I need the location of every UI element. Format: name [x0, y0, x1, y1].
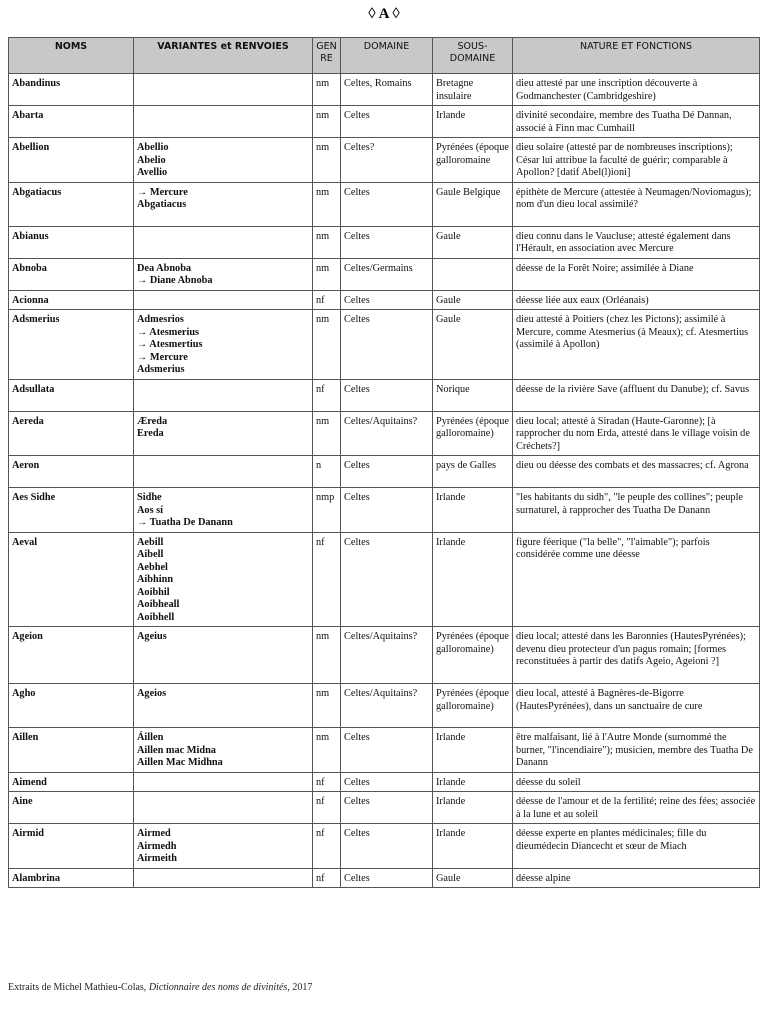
dictionary-table	[8, 37, 760, 888]
entry-sous-domaine: Irlande	[433, 488, 513, 533]
entry-genre: nm	[313, 226, 341, 258]
table-row	[9, 290, 760, 310]
entry-name: Aine	[9, 792, 134, 824]
variant-item: Aos sí	[137, 504, 164, 516]
entry-name: Abarta	[9, 106, 134, 138]
entry-domaine: Celtes	[341, 868, 433, 888]
table-row	[9, 379, 760, 411]
entry-name: Agho	[9, 684, 134, 728]
variant-item: Adsmerius	[137, 364, 185, 375]
variant-item: Aoibhil	[137, 586, 170, 598]
entry-genre: nmp	[313, 488, 341, 533]
entry-genre: nf	[313, 792, 341, 824]
entry-genre: n	[313, 456, 341, 488]
entry-domaine: Celtes/Germains	[341, 258, 433, 290]
variant-item: → Diane Abnoba	[137, 275, 213, 286]
col-header-noms: NOMS	[9, 38, 134, 74]
variant-item: Aibhinn	[137, 574, 174, 585]
variant-item: Abgatiacus	[137, 199, 187, 210]
entry-domaine: Celtes	[341, 106, 433, 138]
letter-heading: ◊ A ◊	[368, 6, 400, 22]
entry-nature: épithète de Mercure (attestée à Neumagen/Noviomagus); nom d'un dieu local assimilé?	[513, 182, 760, 226]
variant-item: → Mercure	[137, 351, 188, 363]
entry-name: Aes Sidhe	[9, 488, 134, 533]
entry-domaine: Celtes	[341, 290, 433, 310]
table-row	[9, 310, 760, 380]
variant-item: Æreda	[137, 415, 168, 427]
entry-sous-domaine: Irlande	[433, 792, 513, 824]
entry-sous-domaine: Pyrénées (époque galloromaine)	[433, 411, 513, 456]
entry-variants	[134, 106, 313, 138]
entry-nature: déesse experte en plantes médicinales; fille du dieumédecin Diancecht et sœur de Miach	[513, 824, 760, 869]
entry-sous-domaine: Irlande	[433, 824, 513, 869]
entry-genre: nm	[313, 182, 341, 226]
entry-variants	[134, 379, 313, 411]
entry-name: Aeval	[9, 532, 134, 627]
entry-sous-domaine: Gaule	[433, 868, 513, 888]
entry-name: Abnoba	[9, 258, 134, 290]
entry-nature: déesse liée aux eaux (Orléanais)	[513, 290, 760, 310]
variant-item: Abellio	[137, 142, 169, 153]
entry-sous-domaine: Bretagne insulaire	[433, 74, 513, 106]
entry-name: Abellion	[9, 138, 134, 183]
table-row	[9, 532, 760, 627]
table-header-row	[9, 38, 760, 74]
entry-genre: nf	[313, 772, 341, 792]
entry-nature: dieu attesté à Poitiers (chez les Pictons); assimilé à Mercure, comme Atesmerius (à Meaux); cf. Atesmertius (assimilé à Apollon)	[513, 310, 760, 380]
entry-nature: être malfaisant, lié à l'Autre Monde (surnommé the burner, "l'incendiaire"); musicien, membre des Tuatha De Danann	[513, 728, 760, 773]
variant-item: Aibell	[137, 549, 164, 560]
entry-sous-domaine: Irlande	[433, 728, 513, 773]
entry-name: Aereda	[9, 411, 134, 456]
entry-genre: nm	[313, 411, 341, 456]
entry-nature: divinité secondaire, membre des Tuatha Dé Dannan, associé à Finn mac Cumhaill	[513, 106, 760, 138]
table-row	[9, 684, 760, 728]
entry-genre: nm	[313, 728, 341, 773]
variant-item: Sidhe	[137, 492, 162, 503]
variant-item: → Atesmerius	[137, 326, 200, 338]
entry-domaine: Celtes	[341, 532, 433, 627]
table-row	[9, 488, 760, 533]
entry-domaine: Celtes	[341, 772, 433, 792]
entry-nature: figure féerique ("la belle", "l'aimable"); parfois considérée comme une déesse	[513, 532, 760, 627]
entry-domaine: Celtes	[341, 226, 433, 258]
variant-item: Ageios	[137, 688, 167, 699]
entry-name: Abandinus	[9, 74, 134, 106]
entry-name: Adsmerius	[9, 310, 134, 380]
variant-item: Ereda	[137, 428, 164, 439]
entry-sous-domaine: Gaule	[433, 310, 513, 380]
entry-domaine: Celtes	[341, 182, 433, 226]
entry-variants	[134, 138, 313, 183]
footer-title: Dictionnaire des noms de divinités	[148, 982, 288, 993]
entry-nature: dieu local, attesté à Bagnères-de-Bigorre (HautesPyrénées), dans un sanctuaire de cure	[513, 684, 760, 728]
entry-genre: nf	[313, 824, 341, 869]
table-row	[9, 627, 760, 684]
entry-variants	[134, 532, 313, 627]
entry-genre: nm	[313, 138, 341, 183]
variant-item: → Tuatha De Danann	[137, 517, 233, 528]
variant-item: Aoibhell	[137, 611, 175, 623]
entry-sous-domaine: Pyrénées (époque galloromaine)	[433, 627, 513, 684]
entry-nature: déesse de la Forêt Noire; assimilée à Diane	[513, 258, 760, 290]
entry-sous-domaine: Irlande	[433, 106, 513, 138]
entry-genre: nm	[313, 684, 341, 728]
col-header-genre: GENRE	[313, 38, 341, 74]
variant-item: Admesrios	[137, 314, 184, 325]
variant-item: Áillen	[137, 732, 164, 743]
entry-domaine: Celtes	[341, 728, 433, 773]
entry-nature: déesse alpine	[513, 868, 760, 888]
col-header-nature: NATURE ET FONCTIONS	[513, 38, 760, 74]
entry-name: Aillen	[9, 728, 134, 773]
entry-variants	[134, 456, 313, 488]
variant-item: Aillen Mac Midhna	[137, 757, 223, 768]
entry-nature: dieu attesté par une inscription découverte à Godmanchester (Cambridgeshire)	[513, 74, 760, 106]
col-header-variantes: VARIANTES et RENVOIES	[134, 38, 313, 74]
entry-sous-domaine: pays de Galles	[433, 456, 513, 488]
entry-variants	[134, 310, 313, 380]
table-row	[9, 824, 760, 869]
entry-nature: "les habitants du sidh", "le peuple des collines"; peuple surnaturel, à rapprocher des Tuatha De Danann	[513, 488, 760, 533]
table-body	[9, 74, 760, 888]
entry-domaine: Celtes?	[341, 138, 433, 183]
entry-variants	[134, 792, 313, 824]
entry-genre: nf	[313, 379, 341, 411]
variant-item: Aebill	[137, 536, 164, 548]
entry-variants	[134, 728, 313, 773]
variant-item: Airmedh	[137, 840, 177, 852]
entry-sous-domaine: Gaule	[433, 226, 513, 258]
entry-variants	[134, 488, 313, 533]
entry-sous-domaine: Gaule Belgique	[433, 182, 513, 226]
footer-suffix: , 2017	[287, 982, 313, 993]
entry-genre: nm	[313, 310, 341, 380]
entry-sous-domaine: Pyrénées (époque galloromaine)	[433, 684, 513, 728]
table-row	[9, 772, 760, 792]
entry-nature: dieu local; attesté à Siradan (Haute-Garonne); [à rapprocher du nom Erda, attesté dans le village voisin de Créchets?]	[513, 411, 760, 456]
table-row	[9, 868, 760, 888]
table-row	[9, 792, 760, 824]
entry-sous-domaine: Pyrénées (époque galloromaine	[433, 138, 513, 183]
entry-name: Adsullata	[9, 379, 134, 411]
entry-variants	[134, 74, 313, 106]
entry-variants	[134, 290, 313, 310]
variant-item: → Mercure	[137, 186, 188, 198]
entry-domaine: Celtes	[341, 310, 433, 380]
entry-domaine: Celtes	[341, 792, 433, 824]
entry-sous-domaine	[433, 258, 513, 290]
entry-variants	[134, 258, 313, 290]
entry-domaine: Celtes, Romains	[341, 74, 433, 106]
entry-domaine: Celtes	[341, 824, 433, 869]
variant-item: Abelio	[137, 154, 166, 166]
entry-nature: dieu connu dans le Vaucluse; attesté également dans l'Hérault, en association avec Mercure	[513, 226, 760, 258]
entry-variants	[134, 226, 313, 258]
entry-domaine: Celtes	[341, 488, 433, 533]
entry-domaine: Celtes	[341, 379, 433, 411]
entry-variants	[134, 824, 313, 869]
entry-genre: nm	[313, 258, 341, 290]
entry-name: Airmid	[9, 824, 134, 869]
entry-nature: dieu ou déesse des combats et des massacres; cf. Agrona	[513, 456, 760, 488]
table-row	[9, 226, 760, 258]
table-row	[9, 728, 760, 773]
table-row	[9, 411, 760, 456]
entry-sous-domaine: Gaule	[433, 290, 513, 310]
variant-item: Aillen mac Midna	[137, 744, 216, 756]
entry-domaine: Celtes	[341, 456, 433, 488]
entry-genre: nf	[313, 868, 341, 888]
entry-genre: nm	[313, 627, 341, 684]
entry-domaine: Celtes/Aquitains?	[341, 411, 433, 456]
variant-item: Airmeith	[137, 853, 178, 864]
entry-genre: nf	[313, 290, 341, 310]
entry-variants	[134, 182, 313, 226]
source-footer	[8, 982, 312, 993]
variant-item: Dea Abnoba	[137, 262, 192, 274]
table-row	[9, 106, 760, 138]
entry-name: Abgatiacus	[9, 182, 134, 226]
table-row	[9, 456, 760, 488]
entry-nature: dieu solaire (attesté par de nombreuses inscriptions); César lui attribue la faculté de guérir; comparable à Apollon? [datif Abel(l)ioni]	[513, 138, 760, 183]
entry-genre: nm	[313, 106, 341, 138]
variant-item: Ageius	[137, 631, 167, 642]
entry-sous-domaine: Norique	[433, 379, 513, 411]
col-header-domaine: DOMAINE	[341, 38, 433, 74]
entry-name: Aeron	[9, 456, 134, 488]
entry-name: Acionna	[9, 290, 134, 310]
table-row	[9, 258, 760, 290]
entry-domaine: Celtes/Aquitains?	[341, 684, 433, 728]
entry-nature: dieu local; attesté dans les Baronnies (HautesPyrénées); devenu dieu protecteur d'un pagus romain; [formes reconstituées à partir des datifs Ageio, Ageioni ?]	[513, 627, 760, 684]
table-row	[9, 74, 760, 106]
entry-sous-domaine: Irlande	[433, 772, 513, 792]
entry-variants	[134, 684, 313, 728]
entry-nature: déesse du soleil	[513, 772, 760, 792]
col-header-sous-domaine: SOUS-DOMAINE	[433, 38, 513, 74]
entry-variants	[134, 868, 313, 888]
variant-item: Airmed	[137, 828, 171, 839]
entry-name: Abianus	[9, 226, 134, 258]
entry-variants	[134, 627, 313, 684]
entry-genre: nm	[313, 74, 341, 106]
entry-variants	[134, 772, 313, 792]
entry-variants	[134, 411, 313, 456]
entry-sous-domaine: Irlande	[433, 532, 513, 627]
entry-genre: nf	[313, 532, 341, 627]
variant-item: Aoibheall	[137, 599, 180, 610]
entry-nature: déesse de la rivière Save (affluent du Danube); cf. Savus	[513, 379, 760, 411]
entry-nature: déesse de l'amour et de la fertilité; reine des fées; associée à la lune et au soleil	[513, 792, 760, 824]
entry-name: Ageion	[9, 627, 134, 684]
table-row	[9, 138, 760, 183]
variant-item: Avellio	[137, 167, 168, 178]
entry-domaine: Celtes/Aquitains?	[341, 627, 433, 684]
table-row	[9, 182, 760, 226]
variant-item: Aebhel	[137, 561, 168, 573]
footer-prefix: Extraits de Michel Mathieu-Colas,	[8, 982, 149, 993]
variant-item: → Atesmertius	[137, 339, 203, 350]
entry-name: Aimend	[9, 772, 134, 792]
entry-name: Alambrina	[9, 868, 134, 888]
